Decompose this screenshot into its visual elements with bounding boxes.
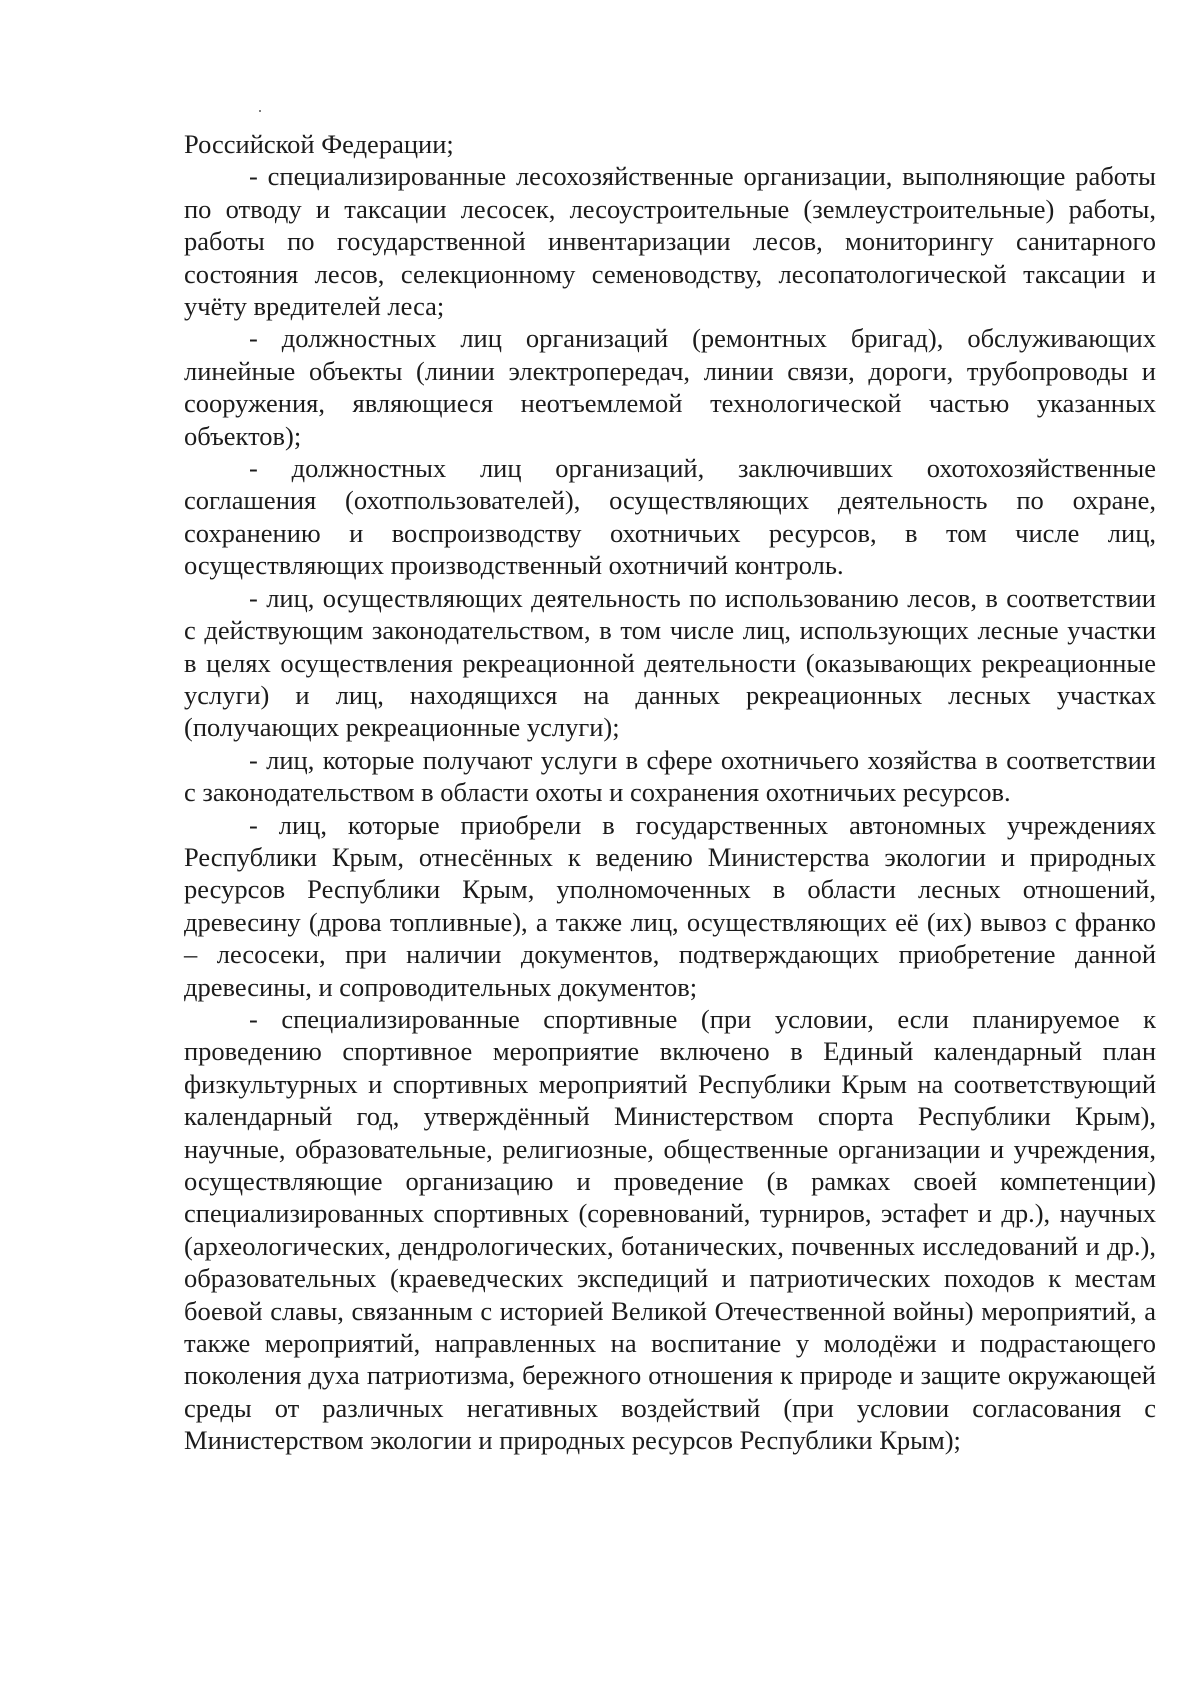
paragraph-forest-use: - лиц, осуществляющих деятельность по использованию лесов, в соответствии с действующим законодательством, в том числе лиц, использующих лесные участки в целях осуществления рекреационной деятельности (оказывающих рекреационные услуги) и лиц, находящихся на данных рекреационных лесных участках (получающих рекреационные услуги); [184,582,1156,743]
paragraph-linear-objects-staff: - должностных лиц организаций (ремонтных бригад), обслуживающих линейные объекты (линии электропередач, линии связи, дороги, трубопроводы и сооружения, являющиеся неотъемлемой технологической частью указанных объектов); [184,323,1156,451]
paragraph-hunting-services: - лиц, которые получают услуги в сфере охотничьего хозяйства в соответствии с законодательством в области охоты и сохранения охотничьих ресурсов. [184,744,1156,808]
document-body [184,128,1156,1457]
scan-speck [259,110,261,112]
paragraph-firewood-purchasers: - лиц, которые приобрели в государственных автономных учреждениях Республики Крым, отнесённых к ведению Министерства экологии и природных ресурсов Республики Крым, уполномоченных в области лесных отношений, древесину (дрова топливные), а также лиц, осуществляющих её (их) вывоз с франко – лесосеки, при наличии документов, подтверждающих приобретение данной древесины, и сопроводительных документов; [184,809,1156,1002]
paragraph-forestry-organizations: - специализированные лесохозяйственные организации, выполняющие работы по отводу и таксации лесосек, лесоустроительные (землеустроительные) работы, работы по государственной инвентаризации лесов, мониторингу санитарного состояния лесов, селекционному семеноводству, лесопатологической таксации и учёту вредителей леса; [184,161,1156,322]
paragraph-continuation: Российской Федерации; [184,129,454,159]
paragraph-sports-organizations: - специализированные спортивные (при условии, если планируемое к проведению спортивное мероприятие включено в Единый календарный план физкультурных и спортивных мероприятий Республики Крым на соответствующий календарный год, утверждённый Министерством спорта Республики Крым), научные, образовательные, религиозные, общественные организации и учреждения, осуществляющие организацию и проведение (в рамках своей компетенции) специализированных спортивных (соревнований, турниров, эстафет и др.), научных (археологических, дендрологических, ботанических, почвенных исследований и др.), образовательных (краеведческих экспедиций и патриотических походов к местам боевой славы, связанным с историей Великой Отечественной войны) мероприятий, а также мероприятий, направленных на воспитание у молодёжи и подрастающего поколения духа патриотизма, бережного отношения к природе и защите окружающей среды от различных негативных воздействий (при условии согласования с Министерством экологии и природных ресурсов Республики Крым); [184,1003,1156,1456]
paragraph-hunting-agreements: - должностных лиц организаций, заключивших охотохозяйственные соглашения (охотпользователей), осуществляющих деятельность по охране, сохранению и воспроизводству охотничьих ресурсов, в том числе лиц, осуществляющих производственный охотничий контроль. [184,453,1156,581]
